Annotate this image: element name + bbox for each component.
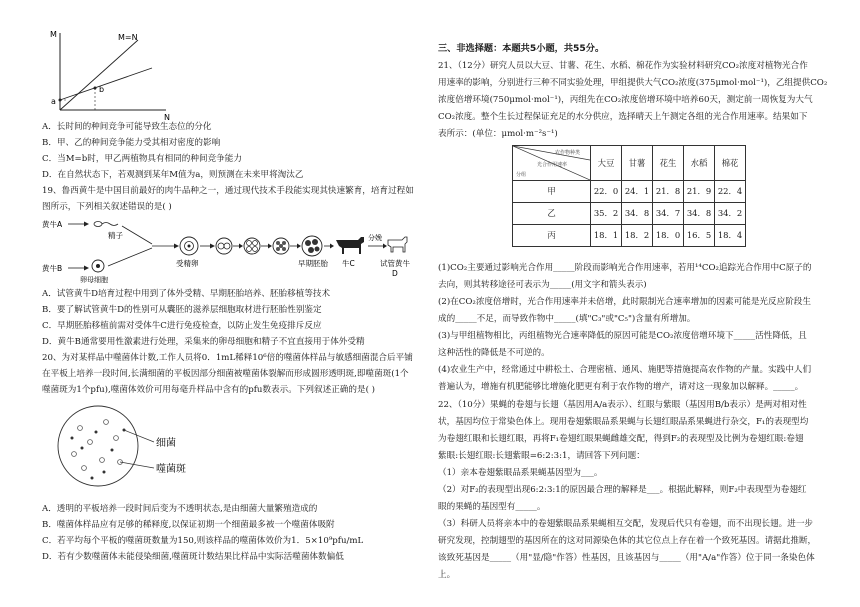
table-cell: 34．7	[653, 203, 684, 225]
label-cow-d2: D	[392, 269, 398, 278]
q21-part1-line2: 去向，则其转移途径可表示为_____(用文字和箭头表示)	[438, 280, 647, 290]
q22-line9: 研究发现，控制翅型的基因所在的这对同源染色体的其它位点上存在着一个致死基因。请据此推断，	[438, 536, 817, 546]
table-cell: 34．2	[715, 203, 746, 225]
q20-stem-line3: 噬菌斑为1个pfu),噬菌体效价可用每毫升样品中含有的pfu数表示。下列叙述正确的是( )	[42, 385, 376, 395]
q21-part2-line1: (2)在CO₂浓度倍增时，光合作用速率并未倍增，此时限制光合速率增加的因素可能是光反应阶段生	[438, 297, 811, 307]
q22-line4: 紫眼:长翅红眼:长翅紫眼=6:2:3:1，请回答下列问题：	[438, 451, 645, 461]
table-cell: 34．8	[622, 203, 653, 225]
table-header-cell: 水稻	[684, 146, 715, 181]
q19-option-d: D．黄牛B通常要用性激素进行处理，采集来的卵母细胞和精子不宜直接用于体外受精	[42, 337, 365, 347]
q18-option-c: C．当M=b时，甲乙两植物具有相同的种间竞争能力	[42, 154, 242, 164]
q21-part3-line2: 这种活性的降低是不可逆的。	[438, 348, 550, 358]
table-cell: 24．1	[622, 181, 653, 203]
q22-line8: （3）科研人员将亲本中的卷翅紫眼品系果蝇相互交配，发现后代只有卷翅，而不出现长翅。进一步	[438, 519, 814, 529]
q18-option-a: A．长时间的种间竞争可能导致生态位的分化	[42, 122, 212, 132]
q18-option-d: D．在自然状态下，若观测到某年M值为a，则预测在未来甲将淘汰乙	[42, 170, 304, 180]
label-sperm: 精子	[108, 231, 123, 240]
table-row	[513, 225, 746, 247]
q22-line10: 该致死基因是_____（用"显/隐"作答）性基因，且该基因与_____（用"A/a"作答）位于同一条染色体	[438, 553, 815, 563]
q21-part4-line1: (4)农业生产中，经常通过中耕松土、合理密植、通风、施肥等措施提高农作物的产量。实践中人们	[438, 365, 812, 375]
diag-mid-label: 光合作用速率	[537, 162, 568, 168]
label-early-embryo: 早期胚胎	[298, 259, 328, 268]
early-embryo-icon	[302, 236, 322, 256]
line-m-equals-n	[60, 40, 138, 110]
q21-stem-line5: 表所示：(单位：μmol·m⁻²s⁻¹)	[438, 129, 558, 139]
petri-dish-icon	[58, 406, 138, 486]
graph-y-label: M	[50, 30, 57, 39]
q22-line7: 眼的果蝇的基因型有_____。	[438, 502, 546, 512]
sperm-icon	[94, 222, 102, 227]
q19-option-a: A．试管黄牛D培育过程中用到了体外受精、早期胚胎培养、胚胎移植等技术	[42, 289, 331, 299]
q21-stem-line4: CO₂浓度。整个生长过程保证充足的水分供应，选择晴天上午测定各组的光合作用速率。结果如下	[438, 112, 808, 122]
table-cell: 22．0	[591, 181, 622, 203]
q21-stem-line1: 21、（12分）研究人员以大豆、甘薯、花生、水稻、棉花作为实验材料研究CO₂浓度对植物光合作	[438, 61, 808, 71]
graph-point-b: b	[99, 85, 105, 94]
competition-graph	[48, 28, 178, 123]
q18-option-b: B．甲、乙的种间竞争能力受其相对密度的影响	[42, 138, 221, 148]
trend-line	[60, 68, 152, 100]
table-row	[513, 203, 746, 225]
q22-line1: 22、（10分）果蝇的卷翅与长翅（基因用A/a表示）、红眼与紫眼（基因用B/b表示）是两对相对性	[438, 400, 807, 410]
cow-c-icon	[336, 237, 364, 254]
table-cell: 18．2	[622, 225, 653, 247]
table-cell: 18．1	[591, 225, 622, 247]
q21-part4-line2: 普遍认为，增施有机肥能够比增施化肥更有利于农作物的增产，请对这一现象加以解释。_____。	[438, 382, 804, 392]
table-cell: 21．8	[653, 181, 684, 203]
table-cell: 34．8	[684, 203, 715, 225]
table-diagonal-header	[513, 146, 591, 181]
table-cell: 22．4	[715, 181, 746, 203]
table-row	[513, 181, 746, 203]
diag-bot-label: 分组	[516, 172, 527, 178]
q19-stem-line2: 图所示，下列相关叙述错误的是( )	[42, 202, 172, 212]
table-cell: 18．4	[715, 225, 746, 247]
label-bull-b: 黄牛B	[42, 264, 63, 273]
q19-option-c: C．早期胚胎移植前需对受体牛C进行免疫检查，以防止发生免疫排斥反应	[42, 321, 322, 331]
q21-part3-line1: (3)与甲组植物相比，丙组植物光合速率降低的原因可能是CO₂浓度倍增环境下_____活性降低，且	[438, 331, 807, 341]
q21-part1-line1: (1)CO₂主要通过影响光合作用_____阶段而影响光合作用速率，若用¹⁴CO₂追踪光合作用中C原子的	[438, 263, 812, 273]
cattle-breeding-diagram	[40, 214, 412, 286]
graph-line-label: M=N	[118, 33, 138, 42]
table-header-cell: 花生	[653, 146, 684, 181]
table-header-row	[513, 146, 746, 181]
table-group-cell: 丙	[513, 225, 591, 247]
q20-stem-line2: 在平板上培养一段时间,长满细菌的平板因部分细菌被噬菌体裂解而形成圆形透明斑,即噬菌斑(1个	[42, 369, 409, 379]
q20-option-a: A．透明的平板培养一段时间后变为不透明状态,是由细菌大量繁殖造成的	[42, 504, 318, 514]
label-split: 分娩	[368, 234, 382, 242]
q19-option-b: B．要了解试管黄牛D的性别可从囊胚的滋养层细胞取材进行胚胎性别鉴定	[42, 305, 322, 315]
label-zygote: 受精卵	[176, 259, 199, 268]
q20-option-b: B．噬菌体样品应有足够的稀释度,以保证初期一个细菌最多被一个噬菌体吸附	[42, 520, 335, 530]
q21-stem-line2: 用速率的影响，分别进行三种不同实验处理，甲组提供大气CO₂浓度(375μmol·mol⁻¹)，乙组提供CO₂	[438, 78, 828, 88]
table-cell: 16．5	[684, 225, 715, 247]
table-header-cell: 棉花	[715, 146, 746, 181]
table-group-cell: 甲	[513, 181, 591, 203]
q20-option-c: C．若平均每个平板的噬菌斑数量为150,则该样品的噬菌体效价为1．5×10⁹pfu/mL	[42, 536, 364, 546]
calf-d-icon	[388, 237, 407, 252]
q20-stem-line1: 20、为对某样品中噬菌体计数,工作人员将0．1mL稀释10⁶倍的噬菌体样品与敏感细菌混合后平铺	[42, 353, 413, 363]
q22-line11: 上。	[438, 570, 456, 580]
section-heading: 三、非选择题：本题共5小题，共55分。	[438, 43, 605, 54]
q22-line6: （2）对F₂的表现型出现6:2:3:1的原因最合理的解释是___。根据此解释，则F₂中表现型为卷翅红	[438, 485, 807, 495]
q20-option-d: D．若有少数噬菌体未能侵染细菌,噬菌斑计数结果比样品中实际活噬菌体数偏低	[42, 552, 344, 562]
graph-x-label: N	[164, 113, 170, 122]
plaque-plate-diagram	[54, 402, 214, 492]
label-plaque: 噬菌斑	[156, 464, 186, 475]
q22-line5: （1）亲本卷翅紫眼品系果蝇基因型为___。	[438, 468, 603, 478]
label-bull-a: 黄牛A	[42, 220, 63, 229]
label-cow-c: 牛C	[342, 259, 355, 268]
graph-point-a: a	[51, 97, 56, 106]
label-bacteria: 细菌	[156, 438, 176, 449]
q22-line3: 为卷翅红眼和长翅红眼，再将F₁卷翅红眼果蝇雌雄交配，得到F₂的表现型及比例为卷翅红眼:卷翅	[438, 434, 804, 444]
table-group-cell: 乙	[513, 203, 591, 225]
table-header-cell: 大豆	[591, 146, 622, 181]
label-oocyte: 卵母细胞	[80, 276, 108, 284]
photosynthesis-table	[512, 145, 746, 247]
table-cell: 18．0	[653, 225, 684, 247]
four-cell-icon	[244, 238, 260, 254]
q21-part2-line2: 成的_____不足，而导致作物中_____(填"C₃"或"C₅")含量有所增加。	[438, 314, 696, 324]
q21-stem-line3: 浓度倍增环境(750μmol·mol⁻¹)，丙组先在CO₂浓度倍增环境中培养60天，测定前一周恢复为大气	[438, 95, 813, 105]
diag-top-label: 农作物种类	[555, 150, 581, 156]
label-cow-d1: 试管黄牛	[380, 259, 410, 268]
table-cell: 21．9	[684, 181, 715, 203]
q19-stem-line1: 19、鲁西黄牛是中国目前最好的肉牛品种之一，通过现代技术手段能实现其快速繁育，培育过程如	[42, 186, 414, 196]
table-header-cell: 甘薯	[622, 146, 653, 181]
table-cell: 35．2	[591, 203, 622, 225]
q22-line2: 状，基因均位于常染色体上。现用卷翅紫眼品系果蝇与长翅红眼品系果蝇进行杂交，F₁的表现型均	[438, 417, 809, 427]
